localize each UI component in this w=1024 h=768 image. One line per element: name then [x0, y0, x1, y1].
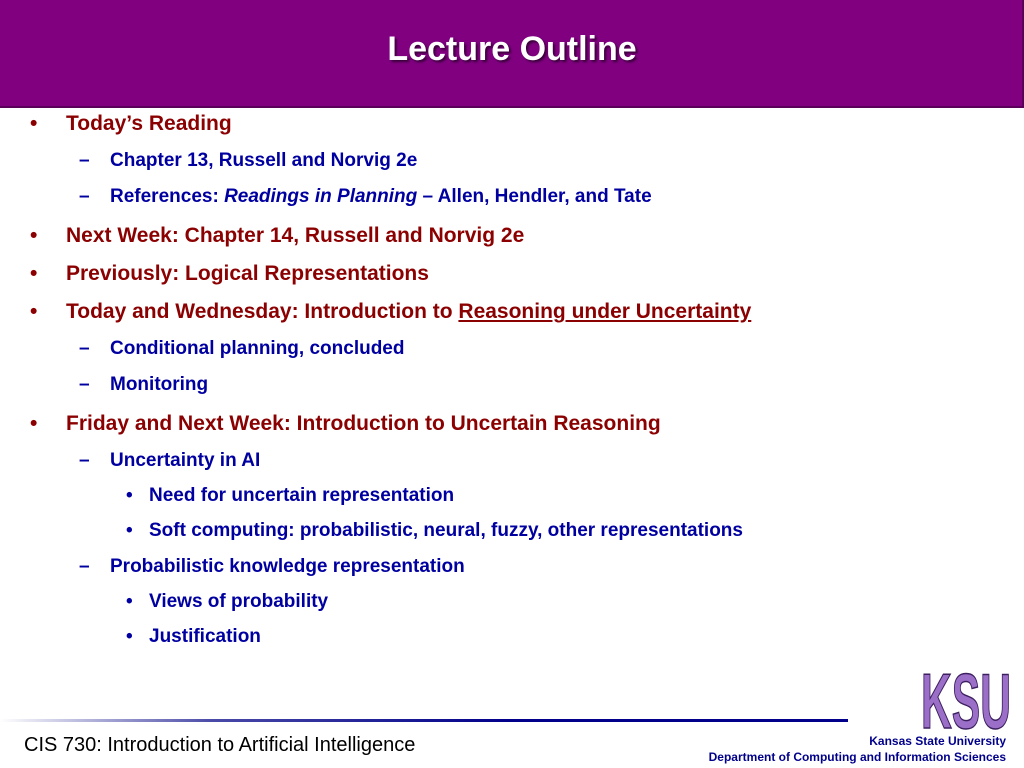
course-title: CIS 730: Introduction to Artificial Intelligence	[24, 734, 416, 756]
text-segment: Friday and Next Week: Introduction to Uncertain Reasoning	[66, 412, 661, 435]
bullet-point: •	[30, 300, 38, 323]
text-segment: Chapter 13, Russell and Norvig 2e	[110, 150, 418, 171]
text-segment: Previously: Logical Representations	[66, 262, 429, 285]
underlined-topic: Reasoning under Uncertainty	[458, 300, 752, 323]
text-segment: – Allen, Hendler, and Tate	[417, 186, 652, 207]
outline-item-text	[110, 338, 404, 360]
ksu-logo	[918, 660, 1014, 736]
department-name: Department of Computing and Information Sciences	[708, 750, 1006, 764]
dash-bullet: –	[79, 374, 90, 395]
bullet-point: •	[30, 224, 38, 247]
outline-item-text	[110, 186, 652, 208]
slide-title: Lecture Outline	[387, 30, 637, 68]
text-segment: References:	[110, 186, 225, 207]
text-segment: Next Week: Chapter 14, Russell and Norvig 2e	[66, 224, 525, 247]
outline-item-text	[66, 112, 232, 136]
outline-item-text	[149, 626, 261, 648]
bullet-point: •	[126, 591, 133, 612]
bullet-point: •	[30, 112, 38, 135]
dash-bullet: –	[79, 150, 90, 171]
text-segment: Today and Wednesday: Introduction to	[66, 300, 459, 323]
text-segment: Today’s Reading	[66, 112, 232, 135]
bullet-point: •	[30, 262, 38, 285]
ksu-logo-text: KSU	[921, 660, 1011, 736]
outline-item-text	[66, 412, 661, 436]
dash-bullet: –	[79, 186, 90, 207]
text-segment: Soft computing: probabilistic, neural, fuzzy, other representations	[149, 520, 743, 541]
bullet-point: •	[126, 485, 133, 506]
bullet-point: •	[30, 412, 38, 435]
footer-divider	[0, 719, 848, 722]
outline-item-text	[149, 485, 454, 507]
text-segment: Uncertainty in AI	[110, 450, 261, 471]
dash-bullet: –	[79, 338, 90, 359]
outline-item-text	[66, 262, 429, 286]
outline-item-text	[110, 150, 417, 172]
outline-item-text	[66, 300, 751, 324]
department-info	[709, 733, 1006, 765]
text-segment: Probabilistic knowledge representation	[110, 556, 465, 577]
outline-item-text	[66, 224, 524, 248]
text-segment: Need for uncertain representation	[149, 485, 455, 506]
dash-bullet: –	[79, 450, 90, 471]
text-segment: Monitoring	[110, 374, 209, 395]
text-segment: Conditional planning, concluded	[110, 338, 405, 359]
outline-item-text	[149, 591, 328, 613]
outline-item-text	[110, 556, 465, 578]
bullet-point: •	[126, 520, 133, 541]
bullet-point: •	[126, 626, 133, 647]
university-name: Kansas State University	[869, 734, 1006, 748]
text-segment: Justification	[149, 626, 261, 647]
outline-item-text	[149, 520, 743, 542]
emphasized-text: Readings in Planning	[224, 186, 418, 207]
outline-item-text	[110, 374, 208, 396]
outline-item-text	[110, 450, 260, 472]
text-segment: Views of probability	[149, 591, 329, 612]
dash-bullet: –	[79, 556, 90, 577]
